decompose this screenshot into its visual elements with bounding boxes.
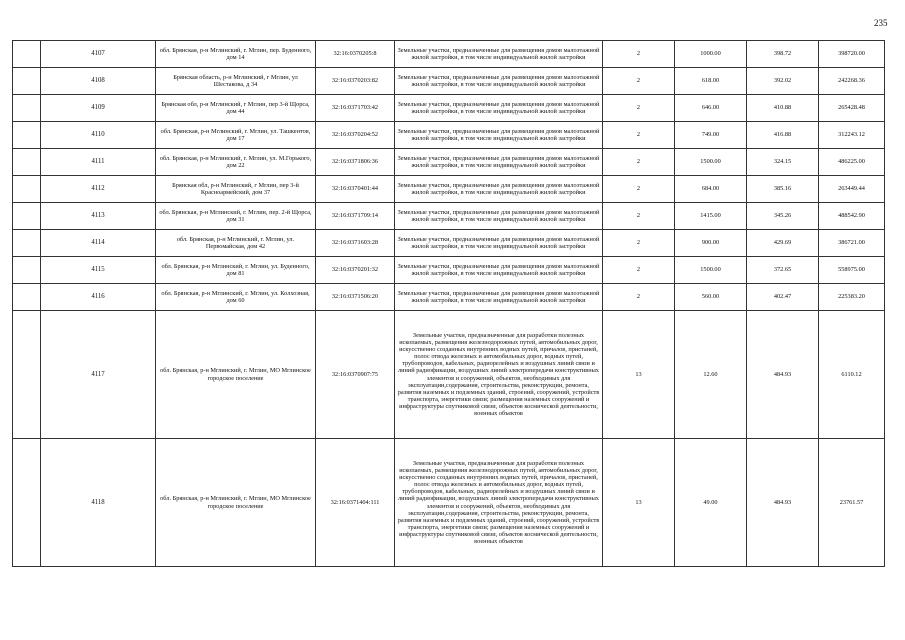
cadastral-number-cell: 32:16:0371703:42 bbox=[316, 95, 395, 122]
blank-cell bbox=[13, 68, 41, 95]
blank-cell bbox=[13, 257, 41, 284]
group-number-cell: 2 bbox=[603, 95, 675, 122]
land-use-category-cell: Земельные участки, предназначенные для размещения домов малоэтажной жилой застройки, в том числе индивидуальной жилой застройки bbox=[395, 257, 603, 284]
specific-value-cell: 392.02 bbox=[747, 68, 819, 95]
page-number: 235 bbox=[874, 18, 888, 28]
address-cell: обл. Брянская, р-н Мглинский, г. Мглин, ул. М.Горького, дом 22 bbox=[156, 149, 316, 176]
area-cell: 900.00 bbox=[675, 230, 747, 257]
cadastral-value-cell: 23761.57 bbox=[819, 439, 885, 567]
land-use-category-cell: Земельные участки, предназначенные для размещения домов малоэтажной жилой застройки, в том числе индивидуальной жилой застройки bbox=[395, 203, 603, 230]
row-number-cell: 4108 bbox=[41, 68, 156, 95]
cadastral-value-cell: 263449.44 bbox=[819, 176, 885, 203]
cadastral-number-cell: 32:16:0371806:36 bbox=[316, 149, 395, 176]
address-cell: Брянская обл, р-н Мглинский, г Мглин, пер 3-й Красноармейский, дом 37 bbox=[156, 176, 316, 203]
table-row bbox=[13, 311, 885, 439]
group-number-cell: 2 bbox=[603, 149, 675, 176]
row-number-cell: 4112 bbox=[41, 176, 156, 203]
table-row bbox=[13, 176, 885, 203]
area-cell: 1415.00 bbox=[675, 203, 747, 230]
group-number-cell: 2 bbox=[603, 41, 675, 68]
table-row bbox=[13, 149, 885, 176]
blank-cell bbox=[13, 284, 41, 311]
area-cell: 49.00 bbox=[675, 439, 747, 567]
table-body bbox=[13, 41, 885, 567]
table-row bbox=[13, 439, 885, 567]
cadastral-value-cell: 486225.00 bbox=[819, 149, 885, 176]
row-number-cell: 4110 bbox=[41, 122, 156, 149]
area-cell: 12.60 bbox=[675, 311, 747, 439]
address-cell: обл. Брянская, р-н Мглинский, г. Мглин, пер. Буденного, дом 14 bbox=[156, 41, 316, 68]
land-use-category-cell: Земельные участки, предназначенные для размещения домов малоэтажной жилой застройки, в том числе индивидуальной жилой застройки bbox=[395, 68, 603, 95]
area-cell: 749.00 bbox=[675, 122, 747, 149]
specific-value-cell: 345.26 bbox=[747, 203, 819, 230]
land-use-category-cell: Земельные участки, предназначенные для размещения домов малоэтажной жилой застройки, в том числе индивидуальной жилой застройки bbox=[395, 122, 603, 149]
cadastral-value-cell: 386721.00 bbox=[819, 230, 885, 257]
area-cell: 684.00 bbox=[675, 176, 747, 203]
blank-cell bbox=[13, 41, 41, 68]
cadastral-value-cell: 265428.48 bbox=[819, 95, 885, 122]
specific-value-cell: 324.15 bbox=[747, 149, 819, 176]
group-number-cell: 2 bbox=[603, 230, 675, 257]
area-cell: 1500.00 bbox=[675, 257, 747, 284]
address-cell: обл. Брянская, р-н Мглинский, г. Мглин, ул. Колхозная, дом 60 bbox=[156, 284, 316, 311]
land-use-category-cell: Земельные участки, предназначенные для размещения домов малоэтажной жилой застройки, в том числе индивидуальной жилой застройки bbox=[395, 176, 603, 203]
specific-value-cell: 416.88 bbox=[747, 122, 819, 149]
cadastral-number-cell: 32:16:0370205:8 bbox=[316, 41, 395, 68]
cadastral-number-cell: 32:16:0370401:44 bbox=[316, 176, 395, 203]
table-row bbox=[13, 68, 885, 95]
cadastral-number-cell: 32:16:0371709:14 bbox=[316, 203, 395, 230]
cadastral-value-cell: 312243.12 bbox=[819, 122, 885, 149]
area-cell: 618.00 bbox=[675, 68, 747, 95]
specific-value-cell: 385.16 bbox=[747, 176, 819, 203]
group-number-cell: 2 bbox=[603, 122, 675, 149]
row-number-cell: 4113 bbox=[41, 203, 156, 230]
group-number-cell: 2 bbox=[603, 257, 675, 284]
cadastral-number-cell: 32:16:0370204:52 bbox=[316, 122, 395, 149]
cadastral-value-cell: 398720.00 bbox=[819, 41, 885, 68]
land-use-category-cell: Земельные участки, предназначенные для размещения домов малоэтажной жилой застройки, в том числе индивидуальной жилой застройки bbox=[395, 95, 603, 122]
area-cell: 646.00 bbox=[675, 95, 747, 122]
address-cell: обл. Брянская, р-н Мглинский, г. Мглин, ул. Ташкентов, дом 17 bbox=[156, 122, 316, 149]
cadastral-number-cell: 32:16:0370907:75 bbox=[316, 311, 395, 439]
row-number-cell: 4114 bbox=[41, 230, 156, 257]
table-row bbox=[13, 41, 885, 68]
specific-value-cell: 429.69 bbox=[747, 230, 819, 257]
table-row bbox=[13, 284, 885, 311]
specific-value-cell: 410.88 bbox=[747, 95, 819, 122]
group-number-cell: 13 bbox=[603, 439, 675, 567]
group-number-cell: 2 bbox=[603, 203, 675, 230]
address-cell: обл. Брянская, р-н Мглинский, г. Мглин, ул. Первомайская, дом 42 bbox=[156, 230, 316, 257]
group-number-cell: 13 bbox=[603, 311, 675, 439]
address-cell: Брянская обл, р-н Мглинский, г Мглин, пер 3-й Щорса, дом 44 bbox=[156, 95, 316, 122]
cadastral-number-cell: 32:16:0371506:20 bbox=[316, 284, 395, 311]
address-cell: обл. Брянская, р-н Мглинский, г. Мглин, ул. Буденного, дом 81 bbox=[156, 257, 316, 284]
cadastral-value-cell: 242268.36 bbox=[819, 68, 885, 95]
cadastral-number-cell: 32:16:0370201:32 bbox=[316, 257, 395, 284]
row-number-cell: 4111 bbox=[41, 149, 156, 176]
table-row bbox=[13, 95, 885, 122]
group-number-cell: 2 bbox=[603, 176, 675, 203]
cadastral-number-cell: 32:16:0371404:111 bbox=[316, 439, 395, 567]
blank-cell bbox=[13, 203, 41, 230]
row-number-cell: 4116 bbox=[41, 284, 156, 311]
address-cell: обл. Брянская, р-н Мглинский, г. Мглин, МО Мглинское городское поселение bbox=[156, 311, 316, 439]
blank-cell bbox=[13, 176, 41, 203]
blank-cell bbox=[13, 439, 41, 567]
address-cell: Брянская область, р-н Мглинский, г Мглин, ул Шестакова, д 34 bbox=[156, 68, 316, 95]
table-row bbox=[13, 203, 885, 230]
specific-value-cell: 398.72 bbox=[747, 41, 819, 68]
address-cell: обл. Брянская, р-н Мглинский, г. Мглин, пер. 2-й Щорса, дом 31 bbox=[156, 203, 316, 230]
blank-cell bbox=[13, 230, 41, 257]
area-cell: 1000.00 bbox=[675, 41, 747, 68]
cadastral-value-cell: 558975.00 bbox=[819, 257, 885, 284]
specific-value-cell: 484.93 bbox=[747, 439, 819, 567]
specific-value-cell: 402.47 bbox=[747, 284, 819, 311]
land-use-category-cell: Земельные участки, предназначенные для размещения домов малоэтажной жилой застройки, в том числе индивидуальной жилой застройки bbox=[395, 149, 603, 176]
land-use-category-cell: Земельные участки, предназначенные для размещения домов малоэтажной жилой застройки, в том числе индивидуальной жилой застройки bbox=[395, 230, 603, 257]
cadastral-value-cell: 225383.20 bbox=[819, 284, 885, 311]
table-row bbox=[13, 257, 885, 284]
row-number-cell: 4115 bbox=[41, 257, 156, 284]
cadastral-value-cell: 6110.12 bbox=[819, 311, 885, 439]
land-use-category-cell: Земельные участки, предназначенные для разработки полезных ископаемых, размещения железнодорожных путей, автомобильных дорог, искусственно созданных внутренних водных путей, причалов, пристаней, полос отвода железных и автомобильных дорог, водных путей, трубопроводов, кабельных, радиорелейных и воздушных линий связи и линий радиофикации, воздушных линий электропередачи конструктивных элементов и сооружений, объектов, необходимых для эксплуатации,содержания, строительства, реконструкции, ремонта, развития наземных и подземных зданий, строений, сооружений, устройств транспорта, энергетики связи; размещения наземных сооружений и инфраструктуры спутниковой связи, объектов космической деятельности, военных объектов bbox=[395, 311, 603, 439]
blank-cell bbox=[13, 149, 41, 176]
area-cell: 560.00 bbox=[675, 284, 747, 311]
specific-value-cell: 372.65 bbox=[747, 257, 819, 284]
cadastral-number-cell: 32:16:0371603:28 bbox=[316, 230, 395, 257]
cadastral-number-cell: 32:16:0370203:82 bbox=[316, 68, 395, 95]
address-cell: обл. Брянская, р-н Мглинский, г. Мглин, МО Мглинское городское поселение bbox=[156, 439, 316, 567]
land-registry-table bbox=[12, 40, 885, 567]
row-number-cell: 4107 bbox=[41, 41, 156, 68]
blank-cell bbox=[13, 122, 41, 149]
table-row bbox=[13, 230, 885, 257]
group-number-cell: 2 bbox=[603, 284, 675, 311]
row-number-cell: 4118 bbox=[41, 439, 156, 567]
table-row bbox=[13, 122, 885, 149]
group-number-cell: 2 bbox=[603, 68, 675, 95]
blank-cell bbox=[13, 95, 41, 122]
land-use-category-cell: Земельные участки, предназначенные для разработки полезных ископаемых, размещения железнодорожных путей, автомобильных дорог, искусственно созданных внутренних водных путей, причалов, пристаней, полос отвода железных и автомобильных дорог, водных путей, трубопроводов, кабельных, радиорелейных и воздушных линий связи и линий радиофикации, воздушных линий электропередачи конструктивных элементов и сооружений, объектов, необходимых для эксплуатации,содержания, строительства, реконструкции, ремонта, развития наземных и подземных зданий, строений, сооружений, устройств транспорта, энергетики связи; размещения наземных сооружений и инфраструктуры спутниковой связи, объектов космической деятельности, военных объектов bbox=[395, 439, 603, 567]
cadastral-value-cell: 488542.90 bbox=[819, 203, 885, 230]
specific-value-cell: 484.93 bbox=[747, 311, 819, 439]
row-number-cell: 4117 bbox=[41, 311, 156, 439]
area-cell: 1500.00 bbox=[675, 149, 747, 176]
row-number-cell: 4109 bbox=[41, 95, 156, 122]
blank-cell bbox=[13, 311, 41, 439]
land-use-category-cell: Земельные участки, предназначенные для размещения домов малоэтажной жилой застройки, в том числе индивидуальной жилой застройки bbox=[395, 41, 603, 68]
land-use-category-cell: Земельные участки, предназначенные для размещения домов малоэтажной жилой застройки, в том числе индивидуальной жилой застройки bbox=[395, 284, 603, 311]
